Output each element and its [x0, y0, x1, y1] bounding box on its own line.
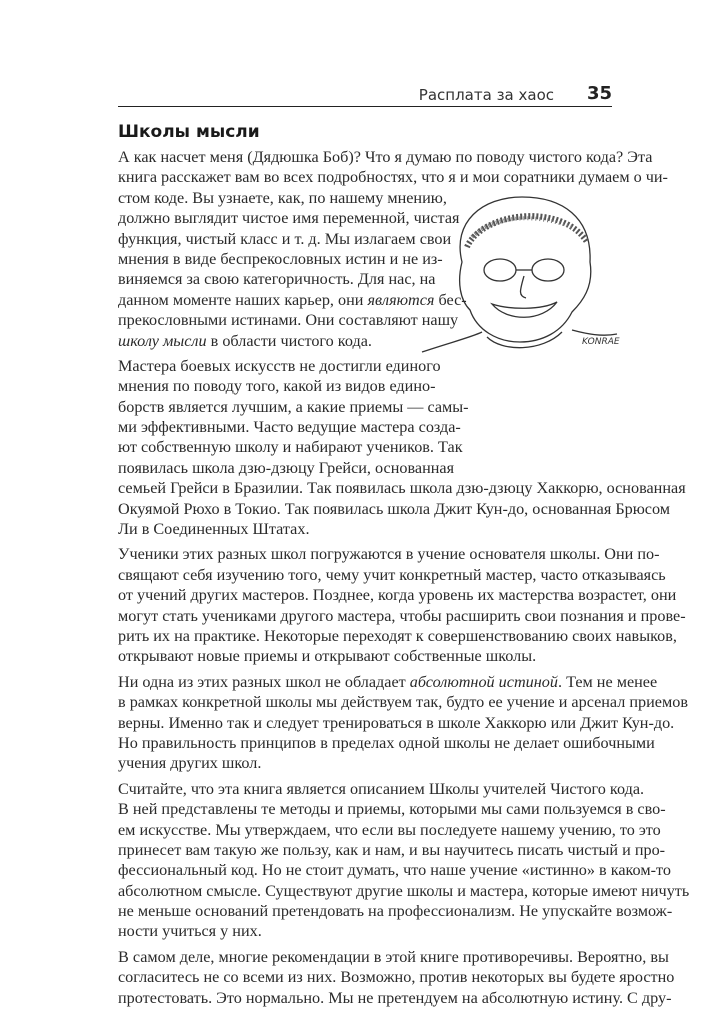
page-number: 35	[586, 83, 612, 104]
emphasis: являются	[367, 290, 435, 309]
paragraph	[118, 779, 690, 942]
text-line: Окуямой Рюхо в Токио. Так появилась школа Джит Кун-до, основанная Брюсом	[118, 499, 671, 518]
paragraph	[118, 147, 668, 351]
emphasis: абсолютной истиной	[409, 672, 558, 691]
text-line: семьей Грейси в Бразилии. Так появилась школа дзю-дзюцу Хаккорю, основанная	[118, 479, 686, 498]
illustrator-signature: KONRAE	[582, 337, 620, 347]
text-line: данном моменте наших карьер, они являются бес-	[118, 290, 467, 309]
text-line: ют собственную школу и набирают учеников. Так	[118, 438, 463, 457]
running-header	[118, 83, 612, 107]
text-line: в рамках конкретной школы мы действуем так, будто ее учение и арсенал приемов	[118, 693, 688, 712]
text-line: абсолютном смысле. Существуют другие школы и мастера, которые имеют ничуть	[118, 881, 690, 900]
text-line: Ученики этих разных школ погружаются в учение основателя школы. Они по-	[118, 545, 660, 564]
text-line: мнения по поводу того, какой из видов едино-	[118, 377, 436, 396]
text-line: А как насчет меня (Дядюшка Боб)? Что я думаю по поводу чистого кода? Эта	[118, 148, 653, 166]
paragraph	[118, 544, 686, 666]
text-line: стом коде. Вы узнаете, как, по нашему мнению,	[118, 188, 447, 207]
text-line: открывают новые приемы и открывают собственные школы.	[118, 647, 537, 666]
paragraph	[118, 672, 688, 774]
text-line: фессиональный код. Но не стоит думать, что наше учение «истинно» в каком-то	[118, 861, 671, 880]
text-line: Ни одна из этих разных школ не обладает абсолютной истиной. Тем не менее	[118, 672, 658, 691]
text-line: согласитесь не со всеми из них. Возможно, против некоторых вы будете яростно	[118, 968, 675, 987]
text-line: прекословными истинами. Они составляют нашу	[118, 311, 459, 330]
text-line: не меньше оснований претендовать на профессионализм. Не упускайте возмож-	[118, 902, 673, 921]
text-line: В ней представлены те методы и приемы, которыми мы сами пользуемся в сво-	[118, 800, 666, 819]
text-line: школу мысли в области чистого кода.	[118, 331, 372, 350]
text-line: ми эффективными. Часто ведущие мастера созда-	[118, 418, 461, 437]
text-line: могут стать учениками другого мастера, чтобы расширить свои познания и прове-	[118, 606, 686, 625]
text-line: ности учиться у них.	[118, 922, 262, 941]
text-line: учения других школ.	[118, 754, 262, 773]
text-line: книга расскажет вам во всех подробностях, что я и мои соратники думаем о чи-	[118, 168, 668, 187]
text-line: верны. Именно так и следует тренироваться в школе Хаккорю или Джит Кун-до.	[118, 713, 675, 732]
text-line: Ли в Соединенных Штатах.	[118, 520, 310, 539]
text-line: Считайте, что эта книга является описанием Школы учителей Чистого кода.	[118, 779, 645, 798]
paragraph	[118, 356, 686, 540]
text-line: должно выглядит чистое имя переменной, чистая	[118, 209, 460, 228]
section-heading: Школы мысли	[118, 122, 260, 142]
paragraph	[118, 947, 675, 1008]
text-line: функция, чистый класс и т. д. Мы излагаем свои	[118, 229, 452, 248]
text-line: принесет вам такую же пользу, как и нам, и вы научитесь писать чистый и про-	[118, 840, 666, 859]
text-line: рить их на практике. Некоторые переходят к совершенствованию своих навыков,	[118, 626, 677, 645]
text-line: свящают себя изучению того, чему учит конкретный мастер, часто отказываясь	[118, 565, 666, 584]
text-line: виняемся за свою категоричность. Для нас, на	[118, 270, 436, 289]
text-line: появилась школа дзю-дзюцу Грейси, основанная	[118, 458, 455, 477]
text-line: ем искусстве. Мы утверждаем, что если вы последуете нашему учению, то это	[118, 820, 661, 839]
emphasis: школу мысли	[118, 331, 207, 350]
text-line: В самом деле, многие рекомендации в этой книге противоречивы. Вероятно, вы	[118, 947, 669, 966]
text-line: мнения в виде беспрекословных истин и не из-	[118, 249, 443, 268]
running-title: Расплата за хаос	[418, 86, 554, 104]
text-line: борств является лучшим, а какие приемы — самы-	[118, 397, 469, 416]
text-line: Мастера боевых искусств не достигли единого	[118, 356, 441, 375]
text-line: Но правильность принципов в пределах одной школы не делает ошибочными	[118, 733, 655, 752]
text-line: протестовать. Это нормально. Мы не претендуем на абсолютную истину. С дру-	[118, 988, 672, 1007]
body-text	[118, 147, 690, 1013]
text-line: от учений других мастеров. Позднее, когда уровень их мастерства возрастет, они	[118, 586, 677, 605]
